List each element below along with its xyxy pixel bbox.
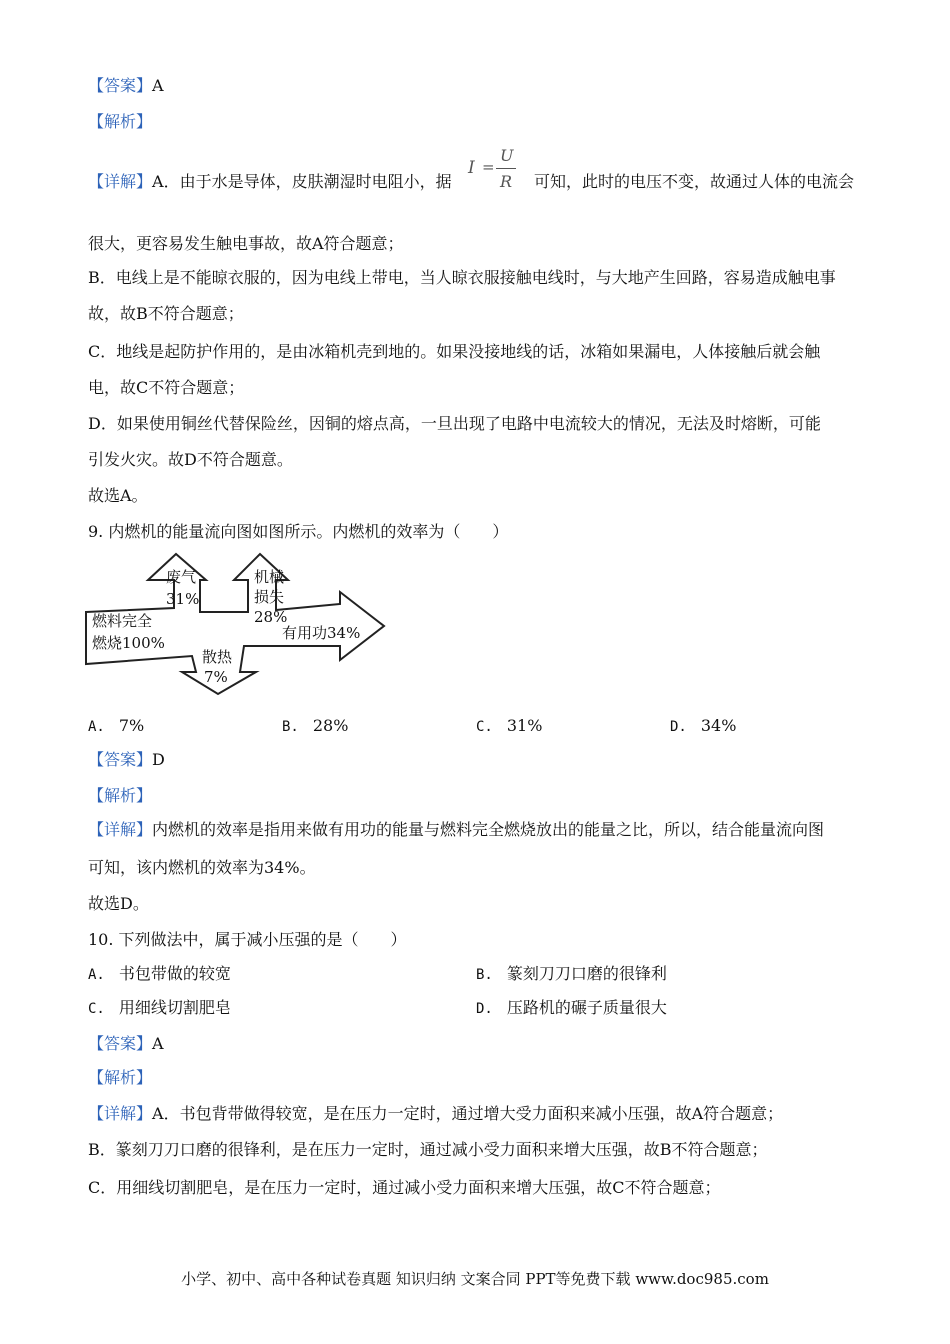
answer-tag: 【答案】 bbox=[88, 750, 153, 769]
detail-tag: 【详解】 bbox=[88, 172, 153, 191]
q8-detail-b-line2: 故，故B不符合题意； bbox=[88, 304, 244, 323]
q10-answer-line bbox=[88, 1034, 164, 1054]
page-footer[interactable]: 小学、初中、高中各种试卷真题 知识归纳 文案合同 PPT等免费下载 www.doc985.com bbox=[181, 1270, 769, 1288]
q10-detail-c: C．用细线切割肥皂，是在压力一定时，通过减小受力面积来增大压强，故C不符合题意； bbox=[88, 1178, 721, 1197]
detail-tag: 【详解】 bbox=[88, 820, 153, 839]
useful-work-label: 有用功34% bbox=[282, 624, 361, 642]
q8-detail-a-line2: 很大，更容易发生触电事故，故A符合题意； bbox=[88, 234, 404, 253]
formula-resistance: R bbox=[500, 172, 513, 191]
option-letter: A. bbox=[88, 719, 105, 735]
detail-text: 内燃机的效率是指用来做有用功的能量与燃料完全燃烧放出的能量之比，所以，结合能量流向图 bbox=[152, 820, 825, 839]
option-text: 34% bbox=[700, 716, 737, 735]
answer-value: A bbox=[152, 76, 164, 95]
formula-equals: = bbox=[482, 158, 495, 176]
q10-detail-b: B．篆刻刀刀口磨的很锋利，是在压力一定时，通过减小受力面积来增大压强，故B不符合题意； bbox=[88, 1140, 768, 1159]
option-text: 31% bbox=[506, 716, 543, 735]
heat-label-2: 7% bbox=[204, 668, 228, 686]
option-letter: B. bbox=[476, 967, 493, 983]
q9-stem: 9. 内燃机的能量流向图如图所示。内燃机的效率为（ ） bbox=[88, 522, 509, 541]
formula-current: I bbox=[468, 158, 475, 178]
q8-detail-a-line1 bbox=[88, 172, 452, 192]
option-letter: B. bbox=[282, 719, 299, 735]
q10-detail-a bbox=[88, 1104, 783, 1124]
q8-detail-a-line1-post: 可知，此时的电压不变，故通过人体的电流会 bbox=[534, 172, 855, 191]
detail-text: A．书包背带做得较宽，是在压力一定时，通过增大受力面积来减小压强，故A符合题意； bbox=[152, 1104, 784, 1123]
answer-tag: 【答案】 bbox=[88, 1034, 153, 1053]
q9-option-d[interactable] bbox=[670, 716, 736, 737]
fraction-bar bbox=[496, 168, 516, 169]
q8-detail-c-line2: 电，故C不符合题意； bbox=[88, 378, 245, 397]
input-label-1: 燃料完全 bbox=[92, 612, 153, 630]
mech-label-2: 损失 bbox=[254, 588, 285, 606]
exhaust-label-1: 废气 bbox=[166, 568, 197, 586]
heat-label-1: 散热 bbox=[202, 648, 233, 666]
q8-detail-d-line2: 引发火灾。故D不符合题意。 bbox=[88, 450, 293, 469]
option-text: 压路机的碾子质量很大 bbox=[506, 998, 667, 1017]
formula-voltage: U bbox=[500, 146, 514, 165]
option-letter: D. bbox=[476, 1001, 493, 1017]
q10-option-b[interactable] bbox=[476, 964, 667, 985]
detail-text: A．由于水是导体，皮肤潮湿时电阻小，据 bbox=[152, 172, 452, 191]
input-label-2: 燃烧100% bbox=[92, 634, 165, 652]
exhaust-label-2: 31% bbox=[166, 590, 200, 608]
option-text: 书包带做的较宽 bbox=[118, 964, 231, 983]
q9-option-a[interactable] bbox=[88, 716, 144, 737]
q8-detail-c-line1: C．地线是起防护作用的，是由冰箱机壳到地的。如果没接地线的话，冰箱如果漏电，人体接触后就会触 bbox=[88, 342, 821, 361]
q9-detail-line2: 可知，该内燃机的效率为34%。 bbox=[88, 858, 316, 877]
q8-conclusion: 故选A。 bbox=[88, 486, 148, 505]
option-letter: C. bbox=[88, 1001, 105, 1017]
q10-option-a[interactable] bbox=[88, 964, 231, 985]
q10-analysis-tag: 【解析】 bbox=[88, 1068, 153, 1087]
mech-label-3: 28% bbox=[254, 608, 288, 626]
q10-option-d[interactable] bbox=[476, 998, 667, 1019]
option-text: 篆刻刀刀口磨的很锋利 bbox=[506, 964, 667, 983]
ohms-law-formula bbox=[468, 146, 518, 192]
q9-conclusion: 故选D。 bbox=[88, 894, 149, 913]
option-letter: A. bbox=[88, 967, 105, 983]
detail-tag: 【详解】 bbox=[88, 1104, 153, 1123]
q8-detail-d-line1: D．如果使用铜丝代替保险丝，因铜的熔点高，一旦出现了电路中电流较大的情况，无法及时熔断，可能 bbox=[88, 414, 821, 433]
answer-value: D bbox=[152, 750, 165, 769]
q10-option-c[interactable] bbox=[88, 998, 231, 1019]
answer-tag: 【答案】 bbox=[88, 76, 153, 95]
q9-option-c[interactable] bbox=[476, 716, 542, 737]
q9-analysis-tag: 【解析】 bbox=[88, 786, 153, 805]
mech-label-1: 机械 bbox=[254, 568, 285, 586]
energy-flow-diagram bbox=[84, 552, 394, 702]
option-text: 用细线切割肥皂 bbox=[118, 998, 231, 1017]
option-letter: C. bbox=[476, 719, 493, 735]
answer-value: A bbox=[152, 1034, 164, 1053]
q9-answer-line bbox=[88, 750, 165, 770]
q9-detail-line1 bbox=[88, 820, 824, 840]
option-text: 7% bbox=[118, 716, 145, 735]
option-letter: D. bbox=[670, 719, 687, 735]
q8-answer-line bbox=[88, 76, 164, 96]
q8-detail-b-line1: B．电线上是不能晾衣服的，因为电线上带电，当人晾衣服接触电线时，与大地产生回路，容易造成触电事 bbox=[88, 268, 836, 287]
option-text: 28% bbox=[312, 716, 349, 735]
q9-option-b[interactable] bbox=[282, 716, 348, 737]
q10-stem: 10. 下列做法中，属于减小压强的是（ ） bbox=[88, 930, 407, 949]
energy-flow-svg bbox=[84, 552, 394, 698]
q8-analysis-tag: 【解析】 bbox=[88, 112, 153, 131]
